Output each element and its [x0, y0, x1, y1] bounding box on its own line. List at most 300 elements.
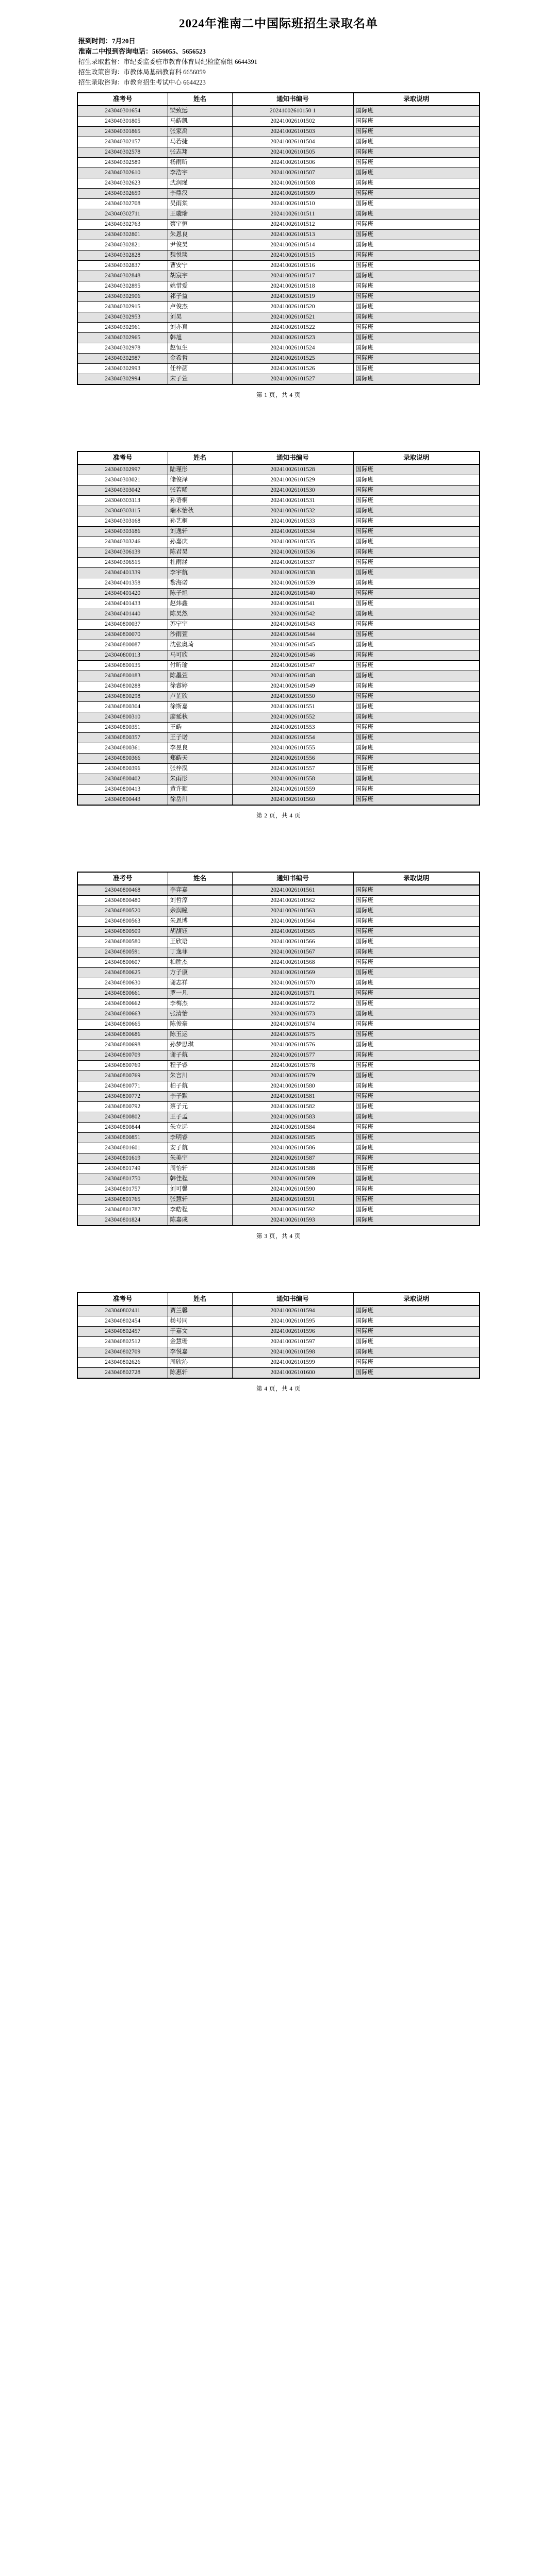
cell-notice-number: 202410026101547	[232, 661, 353, 671]
cell-student-name: 卢芷欣	[168, 692, 232, 702]
cell-student-name: 贾兰馨	[168, 1306, 232, 1316]
cell-notice-number: 202410026101525	[232, 354, 353, 364]
cell-notice-number: 202410026101515	[232, 250, 353, 261]
cell-exam-number: 243040302589	[77, 158, 168, 168]
cell-notice-number: 202410026101536	[232, 547, 353, 558]
cell-notice-number: 202410026101510	[232, 199, 353, 209]
cell-notice-number: 202410026101596	[232, 1327, 353, 1337]
cell-exam-number: 243040800607	[77, 958, 168, 968]
cell-admission-note: 国际班	[353, 1337, 480, 1347]
cell-student-name: 陈君昊	[168, 547, 232, 558]
page-title: 2024年淮南二中国际班招生录取名单	[179, 17, 378, 30]
cell-student-name: 李梅杰	[168, 999, 232, 1009]
table-row	[77, 1030, 480, 1040]
cell-student-name: 黎海诺	[168, 578, 232, 589]
cell-notice-number: 202410026101578	[232, 1061, 353, 1071]
table-row	[77, 178, 480, 189]
cell-exam-number: 243040302578	[77, 147, 168, 158]
cell-notice-number: 202410026101517	[232, 271, 353, 281]
cell-notice-number: 202410026101589	[232, 1174, 353, 1184]
cell-notice-number: 202410026101527	[232, 374, 353, 385]
cell-student-name: 徐岳川	[168, 795, 232, 806]
cell-exam-number: 243040302978	[77, 343, 168, 354]
page-number-footer: 第 4 页，共 4 页	[256, 1386, 301, 1392]
cell-exam-number: 243040800087	[77, 640, 168, 650]
table-row	[77, 620, 480, 630]
cell-student-name: 付昕瑜	[168, 661, 232, 671]
table-row	[77, 147, 480, 158]
table-header-row	[77, 451, 480, 464]
roster-table-wrap-2	[0, 451, 557, 806]
cell-student-name: 王子孟	[168, 1112, 232, 1123]
cell-exam-number: 243040302610	[77, 168, 168, 178]
cell-admission-note: 国际班	[353, 137, 480, 147]
cell-student-name: 谢子航	[168, 1050, 232, 1061]
cell-admission-note: 国际班	[353, 671, 480, 681]
cell-exam-number: 243040800070	[77, 630, 168, 640]
cell-admission-note: 国际班	[353, 1133, 480, 1143]
cell-exam-number: 243040401420	[77, 589, 168, 599]
cell-notice-number: 202410026101583	[232, 1112, 353, 1123]
table-row	[77, 354, 480, 364]
cell-notice-number: 202410026101573	[232, 1009, 353, 1019]
cell-exam-number: 243040800509	[77, 927, 168, 937]
cell-admission-note: 国际班	[353, 158, 480, 168]
cell-exam-number: 243040801824	[77, 1215, 168, 1226]
cell-admission-note: 国际班	[353, 1164, 480, 1174]
table-row	[77, 1133, 480, 1143]
table-row	[77, 464, 480, 475]
table-row	[77, 958, 480, 968]
cell-admission-note: 国际班	[353, 1040, 480, 1050]
cell-admission-note: 国际班	[353, 937, 480, 947]
cell-admission-note: 国际班	[353, 916, 480, 927]
table-row	[77, 568, 480, 578]
cell-notice-number: 202410026101576	[232, 1040, 353, 1050]
cell-notice-number: 202410026101539	[232, 578, 353, 589]
table-row	[77, 764, 480, 774]
cell-admission-note: 国际班	[353, 558, 480, 568]
table-row	[77, 496, 480, 506]
cell-notice-number: 202410026101521	[232, 312, 353, 323]
cell-student-name: 徐睿婷	[168, 681, 232, 692]
cell-student-name: 陈惠轩	[168, 1368, 232, 1379]
cell-admission-note: 国际班	[353, 1071, 480, 1081]
table-row	[77, 302, 480, 312]
page-number-footer: 第 3 页，共 4 页	[256, 1233, 301, 1240]
cell-exam-number: 243040800402	[77, 774, 168, 784]
cell-exam-number: 243040801765	[77, 1195, 168, 1205]
cell-student-name: 杨雨昕	[168, 158, 232, 168]
cell-admission-note: 国际班	[353, 1368, 480, 1379]
cell-notice-number: 202410026101552	[232, 712, 353, 723]
cell-notice-number: 202410026101580	[232, 1081, 353, 1092]
cell-exam-number: 243040800183	[77, 671, 168, 681]
cell-notice-number: 202410026101523	[232, 333, 353, 343]
cell-admission-note: 国际班	[353, 1112, 480, 1123]
cell-exam-number: 243040302965	[77, 333, 168, 343]
table-row	[77, 250, 480, 261]
table-row	[77, 978, 480, 989]
column-header-student-name: 姓名	[168, 872, 232, 885]
table-header-row	[77, 872, 480, 885]
cell-notice-number: 202410026101577	[232, 1050, 353, 1061]
meta-line-5: 招生录取咨询：市教育招生考试中心 6644223	[78, 79, 206, 86]
cell-student-name: 李鼎汉	[168, 189, 232, 199]
table-row	[77, 885, 480, 896]
table-row	[77, 312, 480, 323]
column-header-student-name: 姓名	[168, 451, 232, 464]
cell-exam-number: 243040800709	[77, 1050, 168, 1061]
cell-admission-note: 国际班	[353, 1123, 480, 1133]
cell-notice-number: 202410026101542	[232, 609, 353, 620]
cell-admission-note: 国际班	[353, 896, 480, 906]
cell-notice-number: 202410026101507	[232, 168, 353, 178]
cell-admission-note: 国际班	[353, 620, 480, 630]
cell-admission-note: 国际班	[353, 1030, 480, 1040]
table-row	[77, 1184, 480, 1195]
cell-exam-number: 243040302828	[77, 250, 168, 261]
cell-notice-number: 202410026101571	[232, 989, 353, 999]
cell-student-name: 安子航	[168, 1143, 232, 1153]
cell-notice-number: 202410026101566	[232, 937, 353, 947]
cell-exam-number: 243040303042	[77, 486, 168, 496]
cell-admission-note: 国际班	[353, 250, 480, 261]
cell-admission-note: 国际班	[353, 312, 480, 323]
cell-student-name: 梁致远	[168, 106, 232, 116]
cell-exam-number: 243040302157	[77, 137, 168, 147]
cell-exam-number: 243040800802	[77, 1112, 168, 1123]
cell-student-name: 沈张奥琦	[168, 640, 232, 650]
cell-exam-number: 243040800698	[77, 1040, 168, 1050]
cell-admission-note: 国际班	[353, 589, 480, 599]
cell-exam-number: 243040801601	[77, 1143, 168, 1153]
cell-admission-note: 国际班	[353, 692, 480, 702]
cell-exam-number: 243040302659	[77, 189, 168, 199]
column-header-admission-note: 录取说明	[353, 1293, 480, 1306]
cell-notice-number: 202410026101592	[232, 1205, 353, 1215]
cell-exam-number: 243040302837	[77, 261, 168, 271]
cell-student-name: 朱立远	[168, 1123, 232, 1133]
cell-admission-note: 国际班	[353, 885, 480, 896]
table-row	[77, 527, 480, 537]
cell-notice-number: 202410026101509	[232, 189, 353, 199]
cell-exam-number: 243040301805	[77, 116, 168, 127]
table-row	[77, 906, 480, 916]
cell-admission-note: 国际班	[353, 199, 480, 209]
cell-exam-number: 243040801619	[77, 1153, 168, 1164]
table-row	[77, 1164, 480, 1174]
cell-exam-number: 243040800844	[77, 1123, 168, 1133]
column-header-admission-note: 录取说明	[353, 451, 480, 464]
cell-student-name: 尹俊昊	[168, 240, 232, 250]
table-row	[77, 650, 480, 661]
table-row	[77, 1081, 480, 1092]
cell-notice-number: 202410026101579	[232, 1071, 353, 1081]
cell-exam-number: 243040303168	[77, 516, 168, 527]
table-row	[77, 261, 480, 271]
cell-admission-note: 国际班	[353, 333, 480, 343]
cell-admission-note: 国际班	[353, 1306, 480, 1316]
table-row	[77, 1153, 480, 1164]
cell-student-name: 魏悦琰	[168, 250, 232, 261]
table-row	[77, 516, 480, 527]
cell-notice-number: 202410026101520	[232, 302, 353, 312]
cell-notice-number: 202410026101563	[232, 906, 353, 916]
cell-student-name: 沙雨萱	[168, 630, 232, 640]
cell-admission-note: 国际班	[353, 220, 480, 230]
cell-exam-number: 243040303246	[77, 537, 168, 547]
table-row	[77, 723, 480, 733]
cell-exam-number: 243040401339	[77, 568, 168, 578]
cell-notice-number: 202410026101595	[232, 1316, 353, 1327]
cell-notice-number: 202410026101587	[232, 1153, 353, 1164]
table-row	[77, 630, 480, 640]
cell-student-name: 孙艺桐	[168, 516, 232, 527]
cell-exam-number: 243040401433	[77, 599, 168, 609]
table-row	[77, 209, 480, 220]
cell-exam-number: 243040800625	[77, 968, 168, 978]
roster-table-wrap-1	[0, 92, 557, 385]
cell-notice-number: 202410026101544	[232, 630, 353, 640]
cell-exam-number: 243040306139	[77, 547, 168, 558]
cell-student-name: 曹安宁	[168, 261, 232, 271]
cell-exam-number: 243040800443	[77, 795, 168, 806]
cell-student-name: 丁逸菲	[168, 947, 232, 958]
cell-notice-number: 202410026101584	[232, 1123, 353, 1133]
cell-student-name: 朱言川	[168, 1071, 232, 1081]
cell-notice-number: 202410026101532	[232, 506, 353, 516]
table-row	[77, 1050, 480, 1061]
column-header-student-name: 姓名	[168, 1293, 232, 1306]
page-break-gap	[0, 399, 557, 446]
cell-student-name: 张清怡	[168, 1009, 232, 1019]
table-row	[77, 271, 480, 281]
cell-exam-number: 243040301654	[77, 106, 168, 116]
cell-notice-number: 202410026101505	[232, 147, 353, 158]
page-number-footer: 第 1 页，共 4 页	[256, 392, 301, 398]
cell-notice-number: 202410026101529	[232, 475, 353, 486]
cell-admission-note: 国际班	[353, 1347, 480, 1358]
cell-exam-number: 243040302821	[77, 240, 168, 250]
cell-student-name: 李皓程	[168, 1205, 232, 1215]
cell-notice-number: 202410026101567	[232, 947, 353, 958]
cell-student-name: 廖延秋	[168, 712, 232, 723]
cell-admission-note: 国际班	[353, 968, 480, 978]
cell-notice-number: 202410026101533	[232, 516, 353, 527]
roster-table-wrap-3	[0, 872, 557, 1226]
cell-exam-number: 243040401358	[77, 578, 168, 589]
table-row	[77, 1174, 480, 1184]
cell-admission-note: 国际班	[353, 1102, 480, 1112]
table-row	[77, 137, 480, 147]
cell-exam-number: 243040302915	[77, 302, 168, 312]
table-row	[77, 609, 480, 620]
cell-exam-number: 243040802411	[77, 1306, 168, 1316]
cell-student-name: 刘亦真	[168, 323, 232, 333]
cell-exam-number: 243040800769	[77, 1071, 168, 1081]
table-row	[77, 640, 480, 650]
cell-admission-note: 国际班	[353, 743, 480, 754]
cell-student-name: 朱美宇	[168, 1153, 232, 1164]
cell-admission-note: 国际班	[353, 106, 480, 116]
cell-notice-number: 202410026101581	[232, 1092, 353, 1102]
cell-notice-number: 202410026101572	[232, 999, 353, 1009]
table-row	[77, 1143, 480, 1153]
cell-exam-number: 243040802454	[77, 1316, 168, 1327]
cell-notice-number: 202410026101511	[232, 209, 353, 220]
cell-student-name: 余润瞳	[168, 906, 232, 916]
document-page-3	[0, 872, 557, 1240]
cell-admission-note: 国际班	[353, 261, 480, 271]
cell-notice-number: 202410026101522	[232, 323, 353, 333]
cell-notice-number: 202410026101591	[232, 1195, 353, 1205]
cell-exam-number: 243040800630	[77, 978, 168, 989]
cell-exam-number: 243040800580	[77, 937, 168, 947]
cell-notice-number: 202410026101565	[232, 927, 353, 937]
cell-student-name: 杜雨涵	[168, 558, 232, 568]
cell-student-name: 李悦嘉	[168, 1347, 232, 1358]
cell-exam-number: 243040302987	[77, 354, 168, 364]
cell-admission-note: 国际班	[353, 927, 480, 937]
table-row	[77, 1306, 480, 1316]
cell-exam-number: 243040801749	[77, 1164, 168, 1174]
cell-student-name: 张慧轩	[168, 1195, 232, 1205]
table-row	[77, 589, 480, 599]
table-row	[77, 937, 480, 947]
roster-table	[77, 92, 480, 385]
document-page-1	[0, 0, 557, 399]
cell-student-name: 陆瑾彤	[168, 464, 232, 475]
table-row	[77, 323, 480, 333]
table-row	[77, 661, 480, 671]
cell-admission-note: 国际班	[353, 906, 480, 916]
table-row	[77, 240, 480, 250]
cell-admission-note: 国际班	[353, 1174, 480, 1184]
table-row	[77, 558, 480, 568]
cell-student-name: 张梓淏	[168, 764, 232, 774]
cell-exam-number: 243040302711	[77, 209, 168, 220]
cell-exam-number: 243040800769	[77, 1061, 168, 1071]
cell-admission-note: 国际班	[353, 1195, 480, 1205]
cell-admission-note: 国际班	[353, 578, 480, 589]
cell-exam-number: 243040800480	[77, 896, 168, 906]
cell-exam-number: 243040800413	[77, 784, 168, 795]
cell-admission-note: 国际班	[353, 599, 480, 609]
cell-notice-number: 202410026101559	[232, 784, 353, 795]
cell-student-name: 谢志祥	[168, 978, 232, 989]
cell-student-name: 端木怡秋	[168, 506, 232, 516]
cell-admission-note: 国际班	[353, 240, 480, 250]
cell-notice-number: 202410026101549	[232, 681, 353, 692]
cell-exam-number: 243040800361	[77, 743, 168, 754]
cell-admission-note: 国际班	[353, 516, 480, 527]
cell-admission-note: 国际班	[353, 527, 480, 537]
table-row	[77, 1368, 480, 1379]
cell-notice-number: 202410026101541	[232, 599, 353, 609]
cell-exam-number: 243040800304	[77, 702, 168, 712]
page-break-gap	[0, 819, 557, 867]
table-row	[77, 1092, 480, 1102]
cell-notice-number: 202410026101546	[232, 650, 353, 661]
cell-exam-number: 243040802512	[77, 1337, 168, 1347]
table-row	[77, 1019, 480, 1030]
cell-admission-note: 国际班	[353, 116, 480, 127]
cell-student-name: 柏子航	[168, 1081, 232, 1092]
cell-student-name: 韩旭	[168, 333, 232, 343]
cell-exam-number: 243040800366	[77, 754, 168, 764]
cell-student-name: 赵炜鑫	[168, 599, 232, 609]
cell-student-name: 黄许顺	[168, 784, 232, 795]
cell-admission-note: 国际班	[353, 1092, 480, 1102]
cell-notice-number: 202410026101548	[232, 671, 353, 681]
column-header-admission-note: 录取说明	[353, 93, 480, 106]
table-row	[77, 927, 480, 937]
table-row	[77, 1347, 480, 1358]
cell-admission-note: 国际班	[353, 292, 480, 302]
cell-student-name: 张志翔	[168, 147, 232, 158]
cell-student-name: 朱恩良	[168, 230, 232, 240]
cell-exam-number: 243040302895	[77, 281, 168, 292]
cell-exam-number: 243040800662	[77, 999, 168, 1009]
cell-admission-note: 国际班	[353, 1081, 480, 1092]
cell-notice-number: 202410026101531	[232, 496, 353, 506]
roster-table	[77, 1292, 480, 1379]
cell-exam-number: 243040303115	[77, 506, 168, 516]
cell-student-name: 陈玉运	[168, 1030, 232, 1040]
cell-student-name: 王璇瑞	[168, 209, 232, 220]
cell-student-name: 孙梦思琪	[168, 1040, 232, 1050]
table-row	[77, 1195, 480, 1205]
table-row	[77, 702, 480, 712]
cell-exam-number: 243040302708	[77, 199, 168, 209]
cell-student-name: 马皓凯	[168, 116, 232, 127]
cell-admission-note: 国际班	[353, 795, 480, 806]
cell-notice-number: 202410026101561	[232, 885, 353, 896]
table-row	[77, 754, 480, 764]
cell-student-name: 刘昊	[168, 312, 232, 323]
cell-exam-number: 243040302994	[77, 374, 168, 385]
cell-student-name: 张家禹	[168, 127, 232, 137]
cell-notice-number: 202410026101569	[232, 968, 353, 978]
cell-student-name: 胡馥钰	[168, 927, 232, 937]
cell-notice-number: 202410026101512	[232, 220, 353, 230]
table-row	[77, 1009, 480, 1019]
table-row	[77, 1358, 480, 1368]
cell-student-name: 卢俊杰	[168, 302, 232, 312]
table-row	[77, 1071, 480, 1081]
cell-notice-number: 202410026101553	[232, 723, 353, 733]
cell-exam-number: 243040801750	[77, 1174, 168, 1184]
table-row	[77, 947, 480, 958]
cell-admission-note: 国际班	[353, 661, 480, 671]
cell-admission-note: 国际班	[353, 209, 480, 220]
cell-admission-note: 国际班	[353, 1316, 480, 1327]
cell-notice-number: 202410026101575	[232, 1030, 353, 1040]
table-row	[77, 333, 480, 343]
table-row	[77, 1327, 480, 1337]
cell-notice-number: 202410026101550	[232, 692, 353, 702]
cell-admission-note: 国际班	[353, 702, 480, 712]
cell-admission-note: 国际班	[353, 496, 480, 506]
cell-admission-note: 国际班	[353, 754, 480, 764]
cell-exam-number: 243040302961	[77, 323, 168, 333]
roster-table	[77, 872, 480, 1226]
cell-admission-note: 国际班	[353, 537, 480, 547]
cell-admission-note: 国际班	[353, 547, 480, 558]
cell-notice-number: 202410026101554	[232, 733, 353, 743]
cell-notice-number: 202410026101564	[232, 916, 353, 927]
